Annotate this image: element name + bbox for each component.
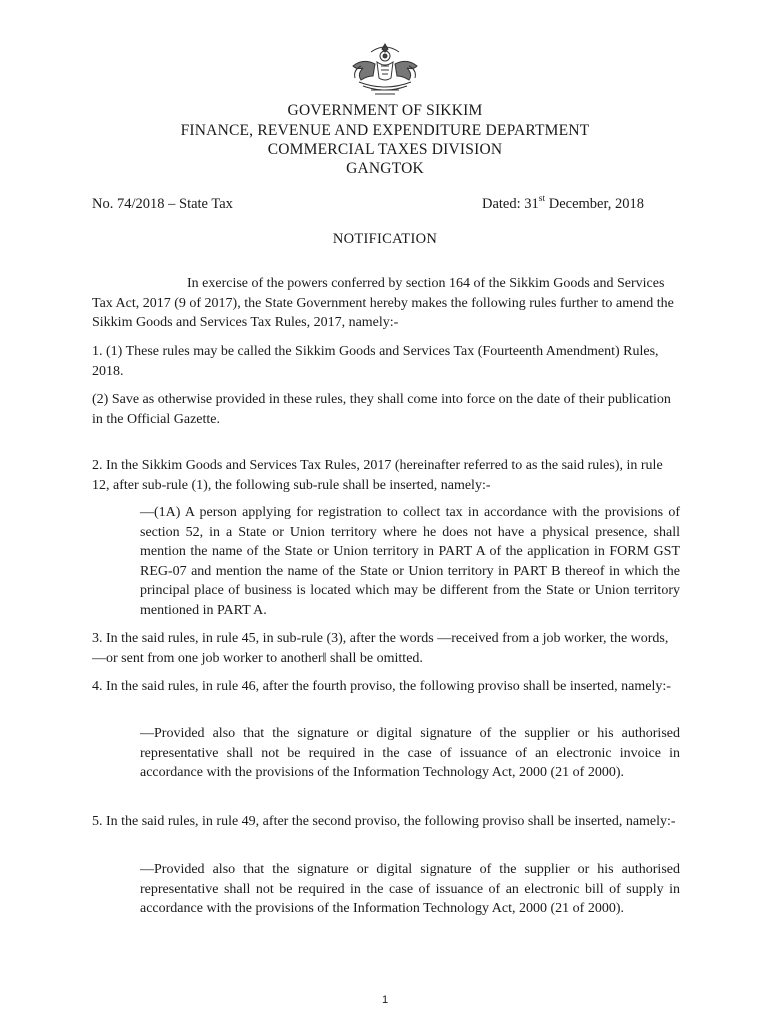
paragraph-1-1: 1. (1) These rules may be called the Sikkim Goods and Services Tax (Fourteenth Amendment) Rules, 2018. — [92, 344, 659, 379]
reference-line — [92, 196, 644, 213]
paragraph-5: 5. In the said rules, in rule 49, after the second proviso, the following proviso shall be inserted, namely:- — [92, 814, 676, 829]
date-superscript: st — [538, 194, 546, 204]
notification-date — [482, 196, 644, 213]
date-suffix: December, 2018 — [545, 196, 644, 212]
paragraph-2: 2. In the Sikkim Goods and Services Tax Rules, 2017 (hereinafter referred to as the said rules), in rule 12, after sub-rule (1), the following sub-rule shall be inserted, namely:- — [92, 458, 663, 493]
paragraph-3: 3. In the said rules, in rule 45, in sub-rule (3), after the words ―received from a job worker, the words, ―or sent from one job worker to another‖ shall be omitted. — [92, 631, 669, 666]
page-number: 1 — [381, 994, 389, 1006]
notification-number: No. 74/2018 – State Tax — [92, 196, 233, 212]
paragraph-4: 4. In the said rules, in rule 46, after the fourth proviso, the following proviso shall be inserted, namely:- — [92, 679, 671, 694]
header-government: GOVERNMENT OF SIKKIM — [287, 102, 483, 119]
header-division: COMMERCIAL TAXES DIVISION — [267, 141, 503, 158]
paragraph-2-quote: ―(1A) A person applying for registration to collect tax in accordance with the provisions of section 52, in a State or Union territory where he does not have a physical presence, shall mention the name of the State or Union territory in PART A of the application in FORM GST REG-07 and mention the name of the State or Union territory in PART B thereof in which the principal place of business is located which may be different from the State or Union territory mentioned in PART A. — [140, 505, 680, 618]
sikkim-state-emblem-icon — [341, 40, 429, 102]
header-department: FINANCE, REVENUE AND EXPENDITURE DEPARTMENT — [180, 122, 590, 139]
notification-title: NOTIFICATION — [332, 231, 438, 247]
paragraph-1-2: (2) Save as otherwise provided in these rules, they shall come into force on the date of their publication in the Official Gazette. — [92, 392, 671, 427]
paragraph-5-quote: ―Provided also that the signature or digital signature of the supplier or his authorised representative shall not be required in the case of issuance of an electronic bill of supply in accordance with the provisions of the Information Technology Act, 2000 (21 of 2000). — [140, 862, 680, 917]
date-prefix: Dated: 31 — [482, 196, 539, 212]
header-city: GANGTOK — [346, 160, 424, 177]
intro-paragraph: In exercise of the powers conferred by section 164 of the Sikkim Goods and Services Tax Act, 2017 (9 of 2017), the State Government hereby makes the following rules further to amend the Sikkim Goods and Services Tax Rules, 2017, namely:- — [92, 276, 674, 331]
paragraph-4-quote: ―Provided also that the signature or digital signature of the supplier or his authorised representative shall not be required in the case of issuance of an electronic invoice in accordance with the provisions of the Information Technology Act, 2000 (21 of 2000). — [140, 726, 680, 781]
